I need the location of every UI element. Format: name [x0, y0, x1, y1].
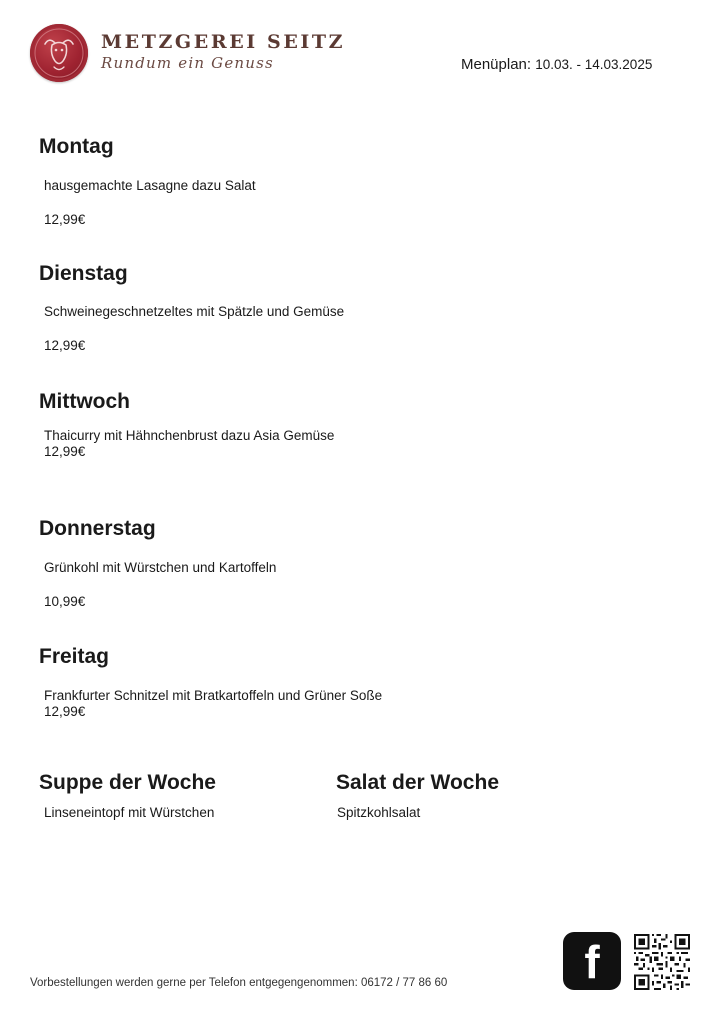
- dish-friday: Frankfurter Schnitzel mit Bratkartoffeln und Grüner Soße: [44, 688, 383, 703]
- day-title: Freitag: [39, 645, 110, 668]
- salad-of-week-title: Salat der Woche: [336, 771, 499, 794]
- menu-period-label: Menüplan:: [461, 56, 532, 73]
- day-title: Donnerstag: [39, 517, 156, 540]
- preorder-note: Vorbestellungen werden gerne per Telefon entgegengenommen: 06172 / 77 86 60: [30, 977, 448, 989]
- price-friday: 12,99€: [44, 704, 86, 719]
- price-wednesday: 12,99€: [44, 444, 86, 459]
- soup-of-week-section: [39, 771, 216, 795]
- day-section-tuesday: [39, 262, 128, 286]
- logo-seal: [30, 24, 88, 82]
- day-section-wednesday: [39, 390, 130, 414]
- qr-code-icon[interactable]: [634, 934, 690, 990]
- soup-of-week-title: Suppe der Woche: [39, 771, 216, 794]
- bull-head-seal-icon: [30, 24, 88, 82]
- day-section-friday: [39, 645, 109, 669]
- dish-tuesday: Schweinegeschnetzeltes mit Spätzle und Gemüse: [44, 304, 345, 319]
- soup-of-week-dish: Linseneintopf mit Würstchen: [44, 805, 215, 820]
- dish-monday: hausgemachte Lasagne dazu Salat: [44, 178, 256, 193]
- salad-of-week-section: [336, 771, 499, 795]
- price-monday: 12,99€: [44, 212, 86, 227]
- price-tuesday: 12,99€: [44, 338, 86, 353]
- day-title: Montag: [39, 135, 114, 158]
- facebook-glyph: f: [584, 936, 600, 988]
- facebook-icon[interactable]: [563, 932, 621, 990]
- menu-period-dates: 10.03. - 14.03.2025: [535, 57, 653, 72]
- day-title: Dienstag: [39, 262, 128, 285]
- brand-tagline: Rundum ein Genuss: [101, 54, 274, 72]
- menu-period: [461, 56, 652, 73]
- day-title: Mittwoch: [39, 390, 130, 413]
- brand-name: METZGEREI SEITZ: [101, 31, 346, 53]
- dish-wednesday: Thaicurry mit Hähnchenbrust dazu Asia Gemüse: [44, 428, 335, 443]
- day-section-monday: [39, 135, 114, 159]
- dish-thursday: Grünkohl mit Würstchen und Kartoffeln: [44, 560, 277, 575]
- price-thursday: 10,99€: [44, 594, 86, 609]
- salad-of-week-dish: Spitzkohlsalat: [337, 805, 421, 820]
- day-section-thursday: [39, 517, 156, 541]
